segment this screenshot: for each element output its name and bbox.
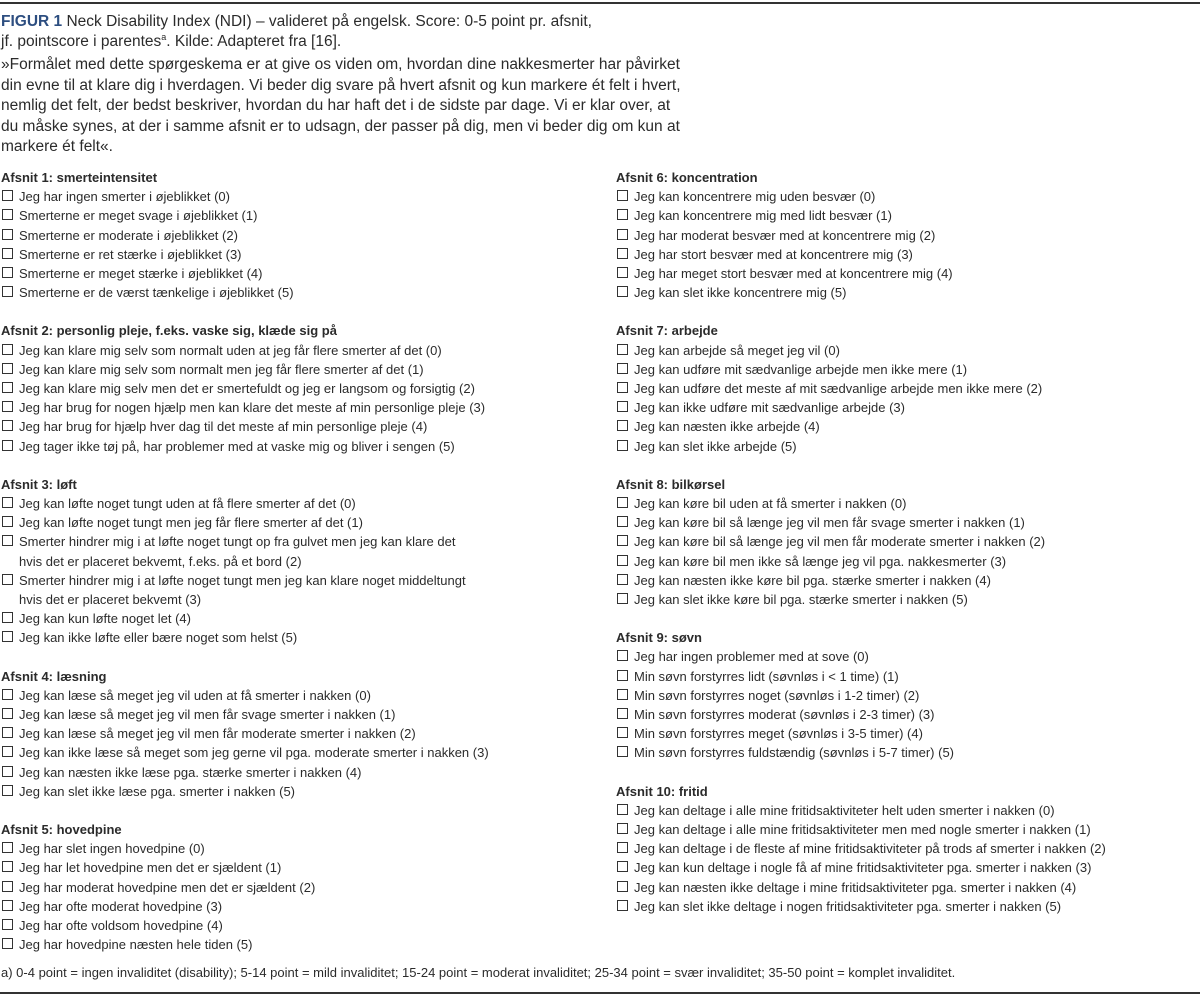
checkbox[interactable] [2,248,13,259]
checkbox[interactable] [617,440,628,451]
intro-text: »Formålet med dette spørgeskema er at give os viden om, hvordan dine nakkesmerter har påvirket din evne til at klare dig i hverdagen. Vi beder dig svare på hvert afsnit og kun markere ét felt i hvert, nemlig det felt, der bedst beskriver, hvordan du har haft det i de sidste par dage. Vi er klar over, at du måske synes, at der i samme afsnit er to udsagn, der passer på dig, men vi beder dig om kun at markere ét felt«. [1,56,681,156]
option-label: Jeg kan køre bil uden at få smerter i nakken (0) [634,496,907,511]
option-label: Jeg kan deltage i de fleste af mine fritidsaktiviteter på trods af smerter i nakken (2) [634,841,1106,857]
checkbox[interactable] [2,267,13,278]
checkbox[interactable] [2,497,13,508]
option-label: Min søvn forstyrres moderat (søvnløs i 2-3 timer) (3) [634,707,935,723]
checkbox[interactable] [617,248,628,259]
option-label: Jeg kan ikke udføre mit sædvanlige arbejde (3) [634,400,905,416]
option-row[interactable] [1,916,601,935]
option-label: Min søvn forstyrres noget (søvnløs i 1-2 timer) (2) [634,687,920,703]
option-label: Jeg kan slet ikke læse pga. smerter i nakken (5) [19,783,296,799]
option-row[interactable] [1,897,601,916]
checkbox[interactable] [2,209,13,220]
option-label: Jeg har slet ingen hovedpine (0) [19,841,205,857]
option-label: Jeg kan udføre mit sædvanlige arbejde men ikke mere (1) [634,361,968,377]
checkbox[interactable] [2,785,13,796]
checkbox[interactable] [2,420,13,431]
checkbox[interactable] [617,670,628,681]
option-row[interactable] [616,417,1200,436]
checkbox[interactable] [617,286,628,297]
checkbox[interactable] [2,190,13,201]
footnote: a) 0-4 point = ingen invaliditet (disability); 5-14 point = mild invaliditet; 15-24 point = moderat invaliditet; 25-34 point = svær invaliditet; 35-50 point = komplet invaliditet. [1,965,956,980]
option-row[interactable] [616,552,1200,571]
option-row[interactable] [1,206,601,225]
checkbox[interactable] [617,823,628,834]
option-row[interactable] [616,820,1200,839]
option-row[interactable] [1,571,601,609]
option-label: Jeg kan køre bil men ikke så længe jeg vil pga. nakkesmerter (3) [634,553,1007,569]
right-column [616,168,1200,935]
option-label: Min søvn forstyrres meget (søvnløs i 3-5 timer) (4) [634,726,923,742]
option-row[interactable] [616,398,1200,417]
option-row[interactable] [616,341,1200,360]
checkbox[interactable] [617,209,628,220]
checkbox[interactable] [617,861,628,872]
option-row[interactable] [1,878,601,897]
caption-line-2 [1,32,691,52]
checkbox[interactable] [617,708,628,719]
checkbox[interactable] [2,440,13,451]
option-row[interactable] [1,245,601,264]
option-row[interactable] [616,283,1200,302]
checkbox[interactable] [617,689,628,700]
checkbox[interactable] [617,574,628,585]
option-label: Smerterne er meget stærke i øjeblikket (4) [19,266,263,281]
option-row[interactable] [616,743,1200,762]
checkbox[interactable] [2,535,13,546]
checkbox[interactable] [2,708,13,719]
option-row[interactable] [1,283,601,302]
option-row[interactable] [616,667,1200,686]
option-row[interactable] [616,494,1200,513]
footnote-marker: a [161,31,167,42]
option-row[interactable] [1,628,601,647]
option-row[interactable] [616,264,1200,283]
option-row[interactable] [616,513,1200,532]
option-label: Jeg kan næsten ikke deltage i mine fritidsaktiviteter pga. smerter i nakken (4) [634,879,1077,895]
checkbox[interactable] [617,229,628,240]
option-label: Jeg kan arbejde så meget jeg vil (0) [634,342,840,358]
bottom-rule [0,992,1200,994]
checkbox[interactable] [2,861,13,872]
checkbox[interactable] [617,516,628,527]
option-row[interactable] [1,187,601,206]
option-label: Jeg kan køre bil så længe jeg vil men får moderate smerter i nakken (2) [634,534,1046,550]
checkbox[interactable] [2,746,13,757]
section-title: Afsnit 1: smerteintensitet [1,170,158,185]
option-row[interactable] [616,590,1200,609]
option-label: Jeg kan klare mig selv men det er smertefuldt og jeg er langsom og forsigtig (2) [19,381,475,396]
option-label: Jeg kan deltage i alle mine fritidsaktiviteter men med nogle smerter i nakken (1) [634,822,1091,838]
checkbox[interactable] [2,842,13,853]
option-row[interactable] [1,743,601,762]
option-label: Jeg kan udføre det meste af mit sædvanlige arbejde men ikke mere (2) [634,381,1043,396]
option-label: Jeg kan kun løfte noget let (4) [19,611,191,627]
checkbox[interactable] [617,363,628,374]
option-row[interactable] [1,264,601,283]
checkbox[interactable] [617,401,628,412]
option-label: Jeg kan koncentrere mig med lidt besvær (1) [634,208,892,224]
checkbox[interactable] [617,535,628,546]
option-label: Jeg har ingen smerter i øjeblikket (0) [19,189,230,205]
checkbox[interactable] [617,727,628,738]
section-5 [1,820,601,954]
option-label: Smerterne er meget svage i øjeblikket (1) [19,208,258,224]
section-10 [616,782,1200,916]
option-label: Jeg har ofte moderat hovedpine (3) [19,898,223,914]
option-label: Jeg kan løfte noget tungt men jeg får flere smerter af det (1) [19,515,363,531]
option-row[interactable] [616,532,1200,551]
option-row[interactable] [616,724,1200,743]
option-row[interactable] [616,245,1200,264]
option-label: Smerter hindrer mig i at løfte noget tungt op fra gulvet men jeg kan klare det hvis det er placeret bekvemt, f.eks. på et bord (2) [19,534,456,569]
option-label: Jeg har hovedpine næsten hele tiden (5) [19,937,253,953]
option-label: Jeg kan næsten ikke køre bil pga. stærke smerter i nakken (4) [634,572,991,588]
checkbox[interactable] [2,401,13,412]
section-7 [616,321,1200,455]
checkbox[interactable] [2,881,13,892]
option-row[interactable] [1,839,601,858]
section-title: Afsnit 10: fritid [616,783,708,799]
option-row[interactable] [1,513,601,532]
section-title: Afsnit 5: hovedpine [1,822,122,838]
option-label: Jeg kan kun deltage i nogle få af mine fritidsaktiviteter pga. smerter i nakken (3) [634,860,1092,876]
option-row[interactable] [616,206,1200,225]
checkbox[interactable] [2,631,13,642]
option-row[interactable] [1,686,601,705]
figure-caption [1,12,691,52]
option-label: Min søvn forstyrres fuldstændig (søvnløs i 5-7 timer) (5) [634,745,955,761]
option-row[interactable] [1,935,601,954]
caption-line-1 [1,12,691,32]
checkbox[interactable] [2,516,13,527]
option-row[interactable] [616,226,1200,245]
section-4 [1,667,601,801]
caption-source-pre: jf. pointscore i parentes [1,33,162,50]
checkbox[interactable] [617,267,628,278]
option-label: Jeg kan ikke løfte eller bære noget som helst (5) [19,630,298,646]
option-label: Smerterne er moderate i øjeblikket (2) [19,227,238,243]
top-rule [0,2,1200,4]
option-row[interactable] [616,878,1200,897]
option-label: Jeg kan slet ikke køre bil pga. stærke smerter i nakken (5) [634,592,968,608]
option-label: Jeg har ofte voldsom hovedpine (4) [19,918,223,934]
option-row[interactable] [616,801,1200,820]
option-label: Jeg kan læse så meget jeg vil uden at få smerter i nakken (0) [19,687,371,703]
caption-source-post: . Kilde: Adapteret fra [16]. [166,33,342,50]
checkbox[interactable] [2,344,13,355]
option-label: Jeg har moderat besvær med at koncentrere mig (2) [634,227,936,243]
checkbox[interactable] [2,363,13,374]
option-row[interactable] [1,609,601,628]
option-row[interactable] [1,379,601,398]
option-row[interactable] [616,379,1200,398]
option-label: Jeg kan næsten ikke læse pga. stærke smerter i nakken (4) [19,764,362,780]
section-9 [616,628,1200,762]
option-label: Jeg kan slet ikke deltage i nogen fritidsaktiviteter pga. smerter i nakken (5) [634,898,1062,914]
figure-label: FIGUR 1 [1,13,63,30]
option-label: Jeg kan læse så meget jeg vil men får moderate smerter i nakken (2) [19,726,416,742]
option-row[interactable] [1,398,601,417]
option-row[interactable] [1,437,601,456]
option-label: Jeg kan klare mig selv som normalt men jeg får flere smerter af det (1) [19,361,424,377]
checkbox[interactable] [2,612,13,623]
option-label: Smerterne er de værst tænkelige i øjeblikket (5) [19,285,294,301]
option-row[interactable] [1,226,601,245]
section-6 [616,168,1200,302]
option-label: Jeg tager ikke tøj på, har problemer med at vaske mig og bliver i sengen (5) [19,438,455,454]
section-title: Afsnit 4: læsning [1,668,107,684]
checkbox[interactable] [617,804,628,815]
section-title: Afsnit 2: personlig pleje, f.eks. vaske sig, klæde sig på [1,323,337,339]
option-row[interactable] [1,724,601,743]
option-row[interactable] [1,360,601,379]
checkbox[interactable] [617,497,628,508]
checkbox[interactable] [617,746,628,757]
option-label: Jeg har meget stort besvær med at koncentrere mig (4) [634,266,953,281]
checkbox[interactable] [2,382,13,393]
option-row[interactable] [1,417,601,436]
option-row[interactable] [616,647,1200,666]
section-1 [1,168,601,302]
option-label: Jeg har ingen problemer med at sove (0) [634,649,869,665]
checkbox[interactable] [2,938,13,949]
checkbox[interactable] [2,286,13,297]
option-label: Jeg kan slet ikke arbejde (5) [634,438,797,454]
checkbox[interactable] [617,842,628,853]
checkbox[interactable] [617,190,628,201]
checkbox[interactable] [617,593,628,604]
option-label: Jeg kan læse så meget jeg vil men får svage smerter i nakken (1) [19,707,396,723]
option-label: Jeg har brug for nogen hjælp men kan klare det meste af min personlige pleje (3) [19,400,486,416]
checkbox[interactable] [617,382,628,393]
checkbox[interactable] [2,766,13,777]
option-label: Jeg kan deltage i alle mine fritidsaktiviteter helt uden smerter i nakken (0) [634,802,1055,818]
option-label: Smerter hindrer mig i at løfte noget tungt men jeg kan klare noget middeltungt hvis det er placeret bekvemt (3) [19,572,466,608]
option-label: Jeg har moderat hovedpine men det er sjældent (2) [19,879,316,895]
option-row[interactable] [1,763,601,782]
checkbox[interactable] [617,555,628,566]
option-label: Jeg kan løfte noget tungt uden at få flere smerter af det (0) [19,496,356,511]
left-column [1,168,601,973]
option-label: Jeg kan køre bil så længe jeg vil men får svage smerter i nakken (1) [634,515,1025,531]
section-title: Afsnit 8: bilkørsel [616,476,726,492]
option-label: Jeg kan koncentrere mig uden besvær (0) [634,189,876,205]
option-row[interactable] [616,858,1200,877]
checkbox[interactable] [2,919,13,930]
option-row[interactable] [1,341,601,360]
checkbox[interactable] [2,689,13,700]
checkbox[interactable] [617,881,628,892]
option-row[interactable] [1,494,601,513]
section-title: Afsnit 7: arbejde [616,323,718,339]
option-row[interactable] [1,705,601,724]
checkbox[interactable] [617,650,628,661]
section-3 [1,475,601,648]
option-row[interactable] [1,532,601,570]
section-title: Afsnit 6: koncentration [616,170,758,185]
option-row[interactable] [616,839,1200,858]
option-label: Jeg kan klare mig selv som normalt uden at jeg får flere smerter af det (0) [19,342,442,358]
option-label: Jeg har let hovedpine men det er sjældent (1) [19,860,282,876]
option-row[interactable] [1,782,601,801]
checkbox[interactable] [617,344,628,355]
checkbox[interactable] [2,229,13,240]
option-label: Jeg kan slet ikke koncentrere mig (5) [634,285,847,301]
option-row[interactable] [616,686,1200,705]
option-label: Smerterne er ret stærke i øjeblikket (3) [19,246,242,262]
option-row[interactable] [616,187,1200,206]
option-row[interactable] [616,705,1200,724]
option-row[interactable] [616,360,1200,379]
option-row[interactable] [616,437,1200,456]
option-label: Jeg har stort besvær med at koncentrere mig (3) [634,246,913,262]
checkbox[interactable] [2,574,13,585]
option-label: Jeg kan næsten ikke arbejde (4) [634,419,820,435]
checkbox[interactable] [617,900,628,911]
section-title: Afsnit 3: løft [1,476,77,492]
option-label: Jeg har brug for hjælp hver dag til det meste af min personlige pleje (4) [19,419,428,435]
option-row[interactable] [616,897,1200,916]
option-label: Min søvn forstyrres lidt (søvnløs i < 1 time) (1) [634,668,899,684]
checkbox[interactable] [2,727,13,738]
option-label: Jeg kan ikke læse så meget som jeg gerne vil pga. moderate smerter i nakken (3) [19,745,489,761]
section-8 [616,475,1200,609]
caption-title: Neck Disability Index (NDI) – valideret på engelsk. Score: 0-5 point pr. afsnit, [62,13,592,30]
checkbox[interactable] [617,420,628,431]
section-2 [1,321,601,455]
option-row[interactable] [1,858,601,877]
option-row[interactable] [616,571,1200,590]
checkbox[interactable] [2,900,13,911]
section-title: Afsnit 9: søvn [616,630,702,646]
